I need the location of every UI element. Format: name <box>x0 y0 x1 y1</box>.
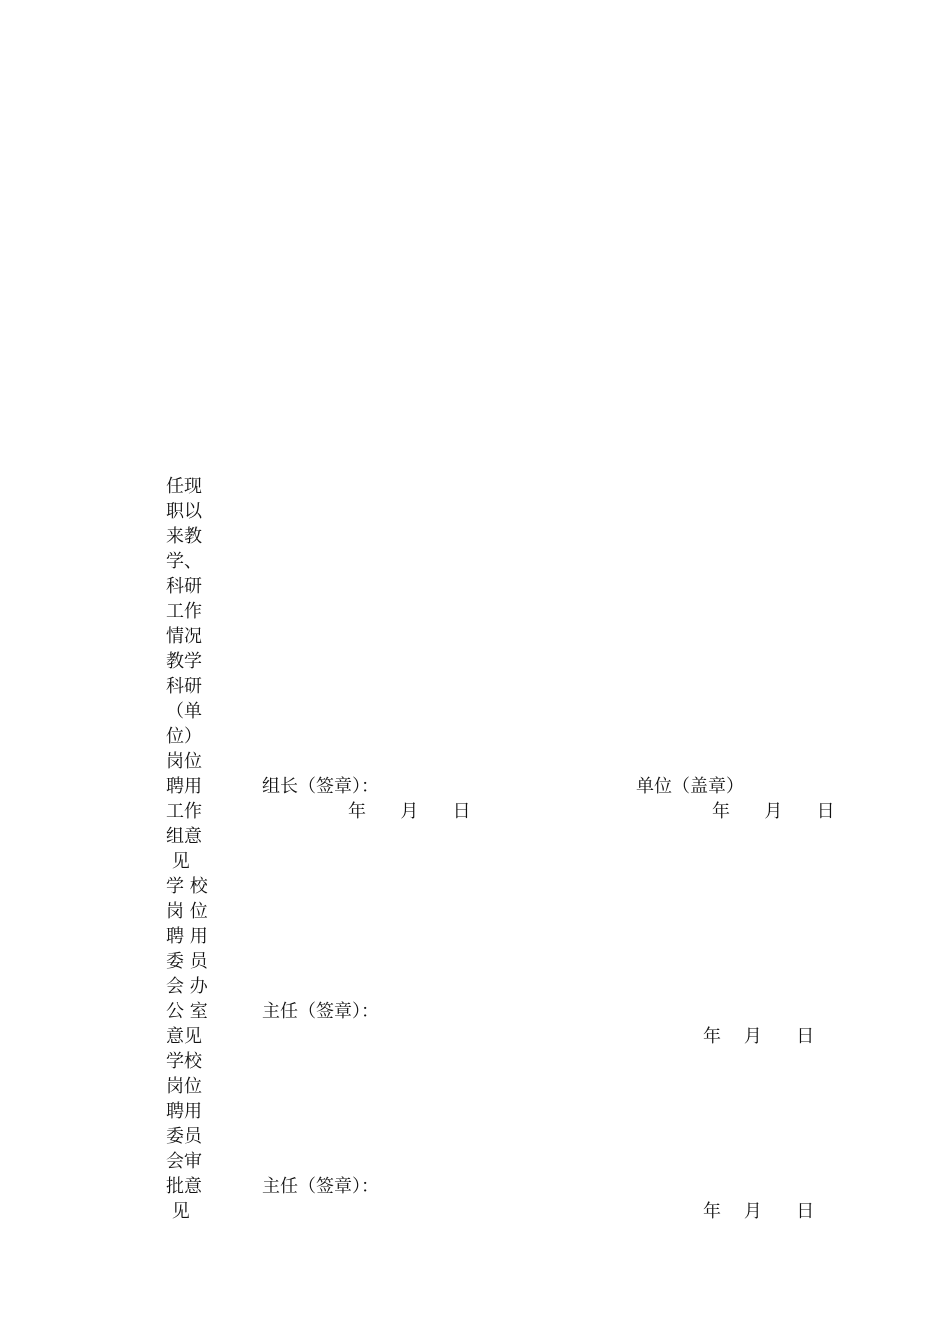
section1-label-line: 情况 <box>166 626 202 647</box>
section1-label <box>166 474 210 649</box>
section4-label-line: 岗位 <box>166 1076 202 1097</box>
section2-label-line: 岗位 <box>166 751 202 772</box>
section4-label-line: 见 <box>166 1201 190 1222</box>
section3-date: 年 月 日 <box>703 1026 815 1047</box>
section2-label-line: 位） <box>166 726 202 747</box>
section2-date-left: 年 月 日 <box>348 801 471 822</box>
section4-label-line: 批意 <box>166 1176 202 1197</box>
section3-label <box>166 874 210 1049</box>
section4-date: 年 月 日 <box>703 1201 815 1222</box>
section3-label-line: 岗 位 <box>166 901 208 922</box>
office-director-signature-label: 主任（签章）： <box>262 1001 379 1022</box>
section1-label-line: 工作 <box>166 601 202 622</box>
section4-label-line: 会审 <box>166 1151 202 1172</box>
section1-label-line: 任现 <box>166 476 202 497</box>
section2-label <box>166 649 210 874</box>
section3-label-line: 学 校 <box>166 876 208 897</box>
section4-label-line: 学校 <box>166 1051 202 1072</box>
section3-label-line: 委 员 <box>166 951 208 972</box>
section2-label-line: 教学 <box>166 651 202 672</box>
leader-signature-label: 组长（签章）： <box>262 776 379 797</box>
section3-label-line: 会 办 <box>166 976 208 997</box>
section4-label <box>166 1049 210 1224</box>
section1-label-line: 来教 <box>166 526 202 547</box>
section3-label-line: 公 室 <box>166 1001 208 1022</box>
section1-label-line: 科研 <box>166 576 202 597</box>
section4-label-line: 委员 <box>166 1126 202 1147</box>
unit-seal-label: 单位（盖章） <box>636 776 744 797</box>
section2-label-line: 科研 <box>166 676 202 697</box>
section2-label-line: 聘用 <box>166 776 202 797</box>
section2-label-line: 见 <box>166 851 190 872</box>
section4-label-line: 聘用 <box>166 1101 202 1122</box>
section1-label-line: 职以 <box>166 501 202 522</box>
section2-label-line: 组意 <box>166 826 202 847</box>
section2-date-right: 年 月 日 <box>712 801 835 822</box>
committee-director-signature-label: 主任（签章）： <box>262 1176 379 1197</box>
section2-label-line: （单 <box>166 701 202 722</box>
section3-label-line: 意见 <box>166 1026 202 1047</box>
section3-label-line: 聘 用 <box>166 926 208 947</box>
section2-label-line: 工作 <box>166 801 202 822</box>
section1-label-line: 学、 <box>166 551 202 572</box>
